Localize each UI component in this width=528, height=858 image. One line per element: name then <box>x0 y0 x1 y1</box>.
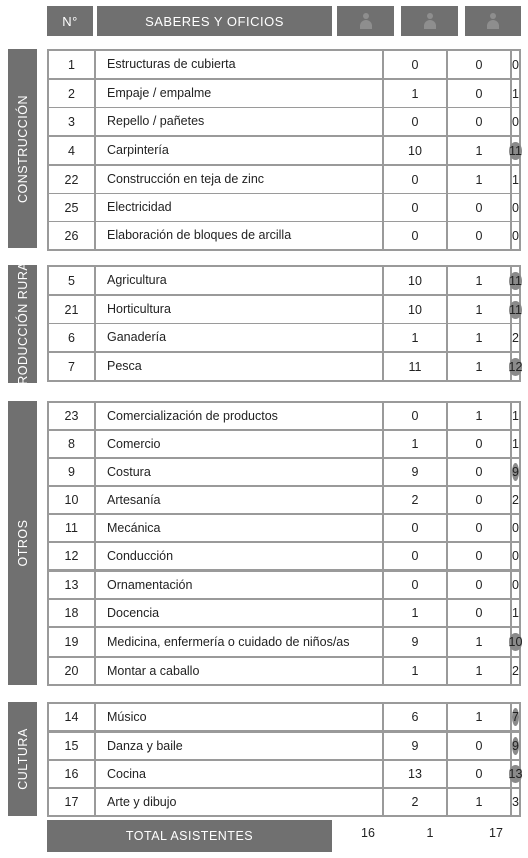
row-number: 5 <box>49 267 94 294</box>
count-total: 1 <box>512 409 519 423</box>
count-a: 6 <box>384 704 446 730</box>
section-label-produccion-rural <box>8 254 37 394</box>
count-total: 2 <box>512 493 519 507</box>
row-number: 2 <box>49 80 94 107</box>
count-total-cell <box>512 108 519 135</box>
row-number: 13 <box>49 572 94 598</box>
count-a: 0 <box>384 403 446 429</box>
count-total-cell <box>512 789 519 815</box>
count-total-cell <box>509 296 522 323</box>
total-label-text: TOTAL ASISTENTES <box>125 829 254 843</box>
count-total-cell <box>512 431 519 457</box>
table-row <box>49 761 523 787</box>
count-total-cell <box>512 515 519 541</box>
total-badge: 9 <box>512 739 519 753</box>
count-b: 0 <box>448 194 510 221</box>
table-row <box>49 431 519 457</box>
section-label-cultura <box>8 702 37 816</box>
total-badge: 11 <box>509 273 522 288</box>
count-a: 0 <box>384 51 446 78</box>
count-a: 11 <box>384 353 446 380</box>
count-total-cell <box>508 628 523 656</box>
table-row <box>49 487 519 513</box>
count-total-cell <box>512 658 519 684</box>
row-number: 26 <box>49 222 94 249</box>
table-row <box>49 543 519 569</box>
table-row <box>49 222 519 249</box>
count-total: 1 <box>512 172 519 187</box>
skill-name: Horticultura <box>96 296 382 323</box>
row-number: 11 <box>49 515 94 541</box>
row-number: 7 <box>49 353 94 380</box>
total-b: 1 <box>426 826 434 840</box>
total-badge: 10 <box>508 635 523 649</box>
skill-name: Docencia <box>96 600 382 626</box>
count-a: 0 <box>384 543 446 569</box>
count-a: 10 <box>384 296 446 323</box>
count-b: 0 <box>448 51 510 78</box>
table-row <box>49 80 519 107</box>
row-number: 8 <box>49 431 94 457</box>
count-total: 1 <box>512 437 519 451</box>
section-label-text: CULTURA <box>15 728 30 790</box>
row-number: 18 <box>49 600 94 626</box>
skill-name: Danza y baile <box>96 733 382 759</box>
skill-name: Músico <box>96 704 382 730</box>
count-b: 0 <box>448 222 510 249</box>
count-total: 0 <box>512 521 519 535</box>
count-a: 9 <box>384 459 446 485</box>
count-total-cell <box>512 572 519 598</box>
count-total-cell <box>512 543 519 569</box>
row-number: 15 <box>49 733 94 759</box>
row-number: 19 <box>49 628 94 656</box>
count-total: 0 <box>512 114 519 129</box>
count-total: 0 <box>512 57 519 72</box>
count-b: 1 <box>448 658 510 684</box>
skill-name: Conducción <box>96 543 382 569</box>
row-number: 17 <box>49 789 94 815</box>
count-total: 3 <box>512 795 519 809</box>
count-total-cell <box>512 80 519 107</box>
count-b: 0 <box>448 431 510 457</box>
table-row <box>49 658 519 684</box>
count-total-cell <box>512 51 519 78</box>
skill-name: Empaje / empalme <box>96 80 382 107</box>
section-label-text: OTROS <box>15 519 30 567</box>
table-row <box>49 51 519 78</box>
count-total-cell <box>509 137 522 164</box>
total-badge: 12 <box>508 359 523 374</box>
table-row <box>49 704 519 730</box>
count-a: 0 <box>384 515 446 541</box>
table-row <box>49 515 519 541</box>
count-a: 13 <box>384 761 446 787</box>
skill-name: Pesca <box>96 353 382 380</box>
table-row <box>49 137 522 164</box>
count-total-cell <box>512 459 519 485</box>
count-b: 1 <box>448 267 510 294</box>
table-row <box>49 324 519 351</box>
count-b: 0 <box>448 80 510 107</box>
count-b: 1 <box>448 166 510 193</box>
count-a: 9 <box>384 628 446 656</box>
count-a: 1 <box>384 600 446 626</box>
count-b: 0 <box>448 459 510 485</box>
table-row <box>49 600 519 626</box>
row-number: 14 <box>49 704 94 730</box>
section-label-text: CONSTRUCCIÓN <box>15 94 30 203</box>
count-b: 1 <box>448 628 510 656</box>
table-row <box>49 628 523 656</box>
col-header-a <box>337 6 394 36</box>
row-number: 23 <box>49 403 94 429</box>
count-b: 1 <box>448 324 510 351</box>
num-header-label: N° <box>62 13 78 29</box>
count-b: 0 <box>448 515 510 541</box>
count-total: 0 <box>512 228 519 243</box>
row-number: 4 <box>49 137 94 164</box>
count-a: 9 <box>384 733 446 759</box>
count-total-cell <box>508 353 523 380</box>
count-a: 1 <box>384 658 446 684</box>
row-number: 22 <box>49 166 94 193</box>
count-total-cell <box>512 600 519 626</box>
count-b: 0 <box>448 600 510 626</box>
col-header-total <box>465 6 521 36</box>
count-total-cell <box>512 704 519 730</box>
table-row <box>49 353 523 380</box>
skill-name: Mecánica <box>96 515 382 541</box>
count-b: 0 <box>448 733 510 759</box>
count-total-cell <box>512 222 519 249</box>
count-a: 0 <box>384 572 446 598</box>
skill-name: Carpintería <box>96 137 382 164</box>
count-b: 1 <box>448 403 510 429</box>
count-b: 1 <box>448 137 510 164</box>
count-b: 0 <box>448 761 510 787</box>
count-b: 0 <box>448 108 510 135</box>
row-number: 20 <box>49 658 94 684</box>
skill-name: Artesanía <box>96 487 382 513</box>
count-b: 0 <box>448 543 510 569</box>
section-grid-produccion-rural <box>47 265 521 382</box>
count-a: 10 <box>384 267 446 294</box>
person-icon <box>421 13 439 29</box>
table-row <box>49 459 519 485</box>
row-number: 25 <box>49 194 94 221</box>
count-a: 0 <box>384 166 446 193</box>
skill-name: Montar a caballo <box>96 658 382 684</box>
count-a: 0 <box>384 222 446 249</box>
row-number: 1 <box>49 51 94 78</box>
count-total-cell <box>509 267 522 294</box>
count-total: 2 <box>512 330 519 345</box>
count-total-cell <box>512 403 519 429</box>
count-b: 1 <box>448 296 510 323</box>
row-number: 3 <box>49 108 94 135</box>
skill-name: Elaboración de bloques de arcilla <box>96 222 382 249</box>
count-total-cell <box>512 194 519 221</box>
total-label <box>47 820 332 852</box>
count-total-cell <box>512 166 519 193</box>
skill-name: Agricultura <box>96 267 382 294</box>
count-a: 0 <box>384 194 446 221</box>
count-total: 0 <box>512 200 519 215</box>
row-number: 6 <box>49 324 94 351</box>
count-total: 0 <box>512 578 519 592</box>
count-total: 2 <box>512 664 519 678</box>
section-grid-construccion <box>47 49 521 251</box>
skill-name: Construcción en teja de zinc <box>96 166 382 193</box>
skill-name: Arte y dibujo <box>96 789 382 815</box>
total-badge: 9 <box>512 465 519 479</box>
count-a: 0 <box>384 108 446 135</box>
count-total-cell <box>512 324 519 351</box>
skill-name: Ganadería <box>96 324 382 351</box>
total-a: 16 <box>361 826 375 840</box>
section-label-text: PRODUCCIÓN RURAL <box>15 254 30 394</box>
skill-name: Estructuras de cubierta <box>96 51 382 78</box>
row-number: 21 <box>49 296 94 323</box>
table-row <box>49 733 519 759</box>
count-a: 2 <box>384 789 446 815</box>
section-label-construccion <box>8 49 37 248</box>
count-a: 10 <box>384 137 446 164</box>
skill-name: Medicina, enfermería o cuidado de niños/as <box>96 628 382 656</box>
table-row <box>49 166 519 193</box>
count-total-cell <box>512 487 519 513</box>
table-row <box>49 403 519 429</box>
skill-name: Costura <box>96 459 382 485</box>
count-b: 0 <box>448 572 510 598</box>
row-number: 9 <box>49 459 94 485</box>
section-grid-cultura <box>47 702 521 817</box>
count-total: 1 <box>512 86 519 101</box>
count-a: 1 <box>384 431 446 457</box>
skill-name: Comercio <box>96 431 382 457</box>
count-total: 0 <box>512 549 519 563</box>
title-header <box>97 6 332 36</box>
count-a: 1 <box>384 324 446 351</box>
count-a: 2 <box>384 487 446 513</box>
table-row <box>49 108 519 135</box>
count-total-cell <box>512 733 519 759</box>
skill-name: Electricidad <box>96 194 382 221</box>
num-header <box>47 6 93 36</box>
row-number: 16 <box>49 761 94 787</box>
table-row <box>49 572 519 598</box>
title-header-label: SABERES Y OFICIOS <box>145 13 284 29</box>
total-all: 17 <box>489 826 503 840</box>
skill-name: Ornamentación <box>96 572 382 598</box>
table-row <box>49 267 522 294</box>
row-number: 10 <box>49 487 94 513</box>
section-grid-otros <box>47 401 521 686</box>
total-badge: 11 <box>509 302 522 317</box>
section-label-otros <box>8 401 37 685</box>
table-row <box>49 296 522 323</box>
skill-name: Repello / pañetes <box>96 108 382 135</box>
total-badge: 7 <box>512 710 519 724</box>
count-b: 1 <box>448 353 510 380</box>
total-badge: 11 <box>509 143 522 158</box>
row-number: 12 <box>49 543 94 569</box>
count-total-cell <box>508 761 523 787</box>
person-icon <box>357 13 375 29</box>
table-row <box>49 194 519 221</box>
col-header-b <box>401 6 458 36</box>
count-total: 1 <box>512 606 519 620</box>
count-a: 1 <box>384 80 446 107</box>
skill-name: Comercialización de productos <box>96 403 382 429</box>
skill-name: Cocina <box>96 761 382 787</box>
total-badge: 13 <box>508 767 523 781</box>
count-b: 1 <box>448 704 510 730</box>
person-icon <box>484 13 502 29</box>
count-b: 0 <box>448 487 510 513</box>
table-row <box>49 789 519 815</box>
count-b: 1 <box>448 789 510 815</box>
